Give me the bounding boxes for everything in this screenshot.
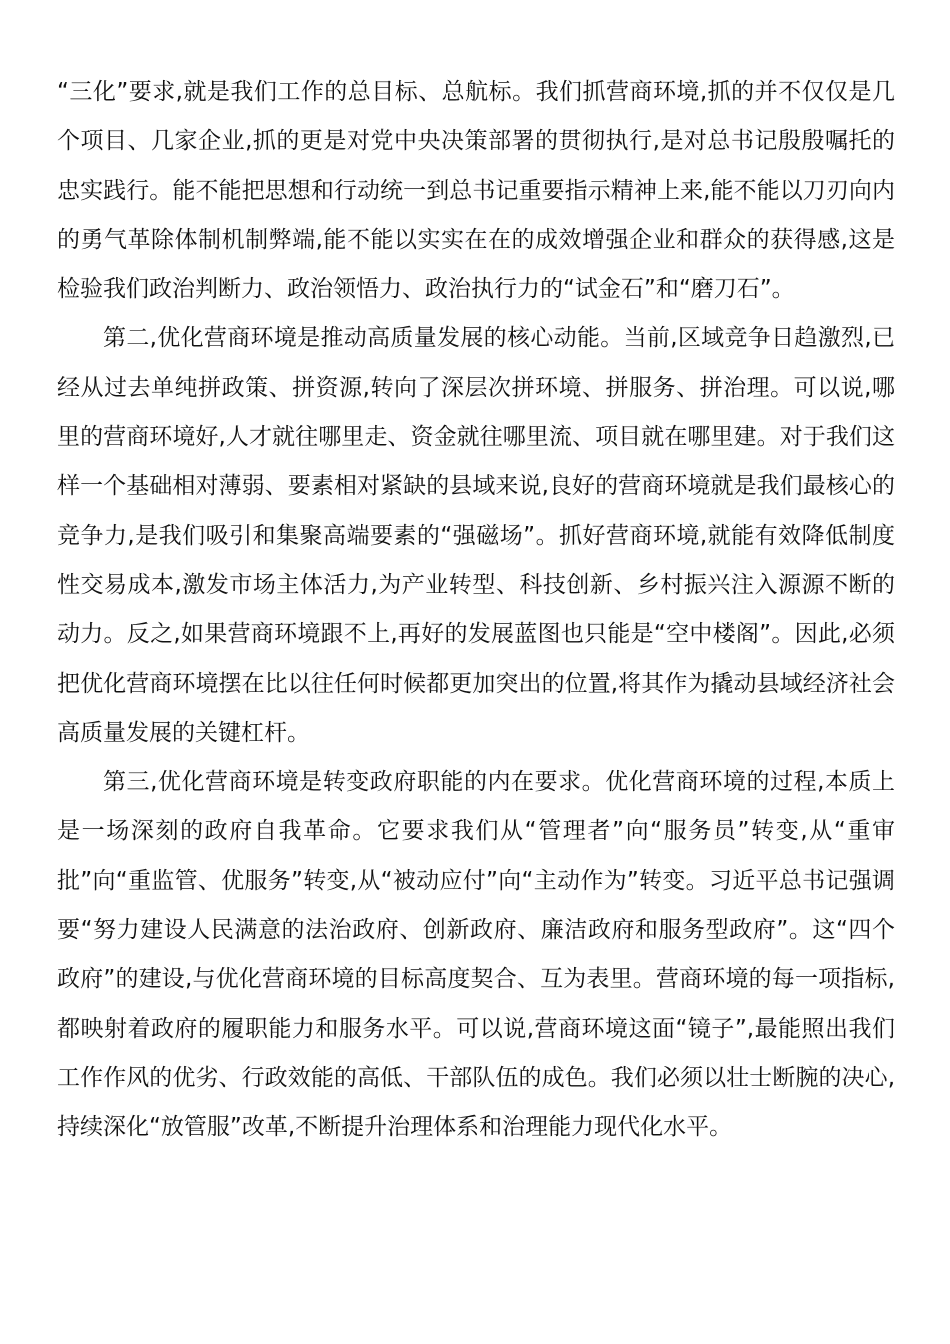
paragraph-third-point: 第三,优化营商环境是转变政府职能的内在要求。优化营商环境的过程,本质上是一场深刻的政府自我革命。它要求我们从“管理者”向“服务员”转变,从“重审批”向“重监管、优服务”转变,从“被动应付”向“主动作为”转变。习近平总书记强调要“努力建设人民满意的法治政府、创新政府、廉洁政府和服务型政府”。这“四个政府”的建设,与优化营商环境的目标高度契合、互为表里。营商环境的每一项指标,都映射着政府的履职能力和服务水平。可以说,营商环境这面“镜子”,最能照出我们工作作风的优劣、行政效能的高低、干部队伍的成色。我们必须以壮士断腕的决心,持续深化“放管服”改革,不断提升治理体系和治理能力现代化水平。 [57,769,895,1141]
paragraph-second-point: 第二,优化营商环境是推动高质量发展的核心动能。当前,区域竞争日趋激烈,已经从过去单纯拼政策、拼资源,转向了深层次拼环境、拼服务、拼治理。可以说,哪里的营商环境好,人才就往哪里走、资金就往哪里流、项目就在哪里建。对于我们这样一个基础相对薄弱、要素相对紧缺的县域来说,良好的营商环境就是我们最核心的竞争力,是我们吸引和集聚高端要素的“强磁场”。抓好营商环境,就能有效降低制度性交易成本,激发市场主体活力,为产业转型、科技创新、乡村振兴注入源源不断的动力。反之,如果营商环境跟不上,再好的发展蓝图也只能是“空中楼阁”。因此,必须把优化营商环境摆在比以往任何时候都更加突出的位置,将其作为撬动县域经济社会高质量发展的关键杠杆。 [57,325,895,746]
paragraph-continuation: “三化”要求,就是我们工作的总目标、总航标。我们抓营商环境,抓的并不仅仅是几个项目、几家企业,抓的更是对党中央决策部署的贯彻执行,是对总书记殷殷嘱托的忠实践行。能不能把思想和行动统一到总书记重要指示精神上来,能不能以刀刃向内的勇气革除体制机制弊端,能不能以实实在在的成效增强企业和群众的获得感,这是检验我们政治判断力、政治领悟力、政治执行力的“试金石”和“磨刀石”。 [57,79,895,303]
document-page [57,68,895,1153]
